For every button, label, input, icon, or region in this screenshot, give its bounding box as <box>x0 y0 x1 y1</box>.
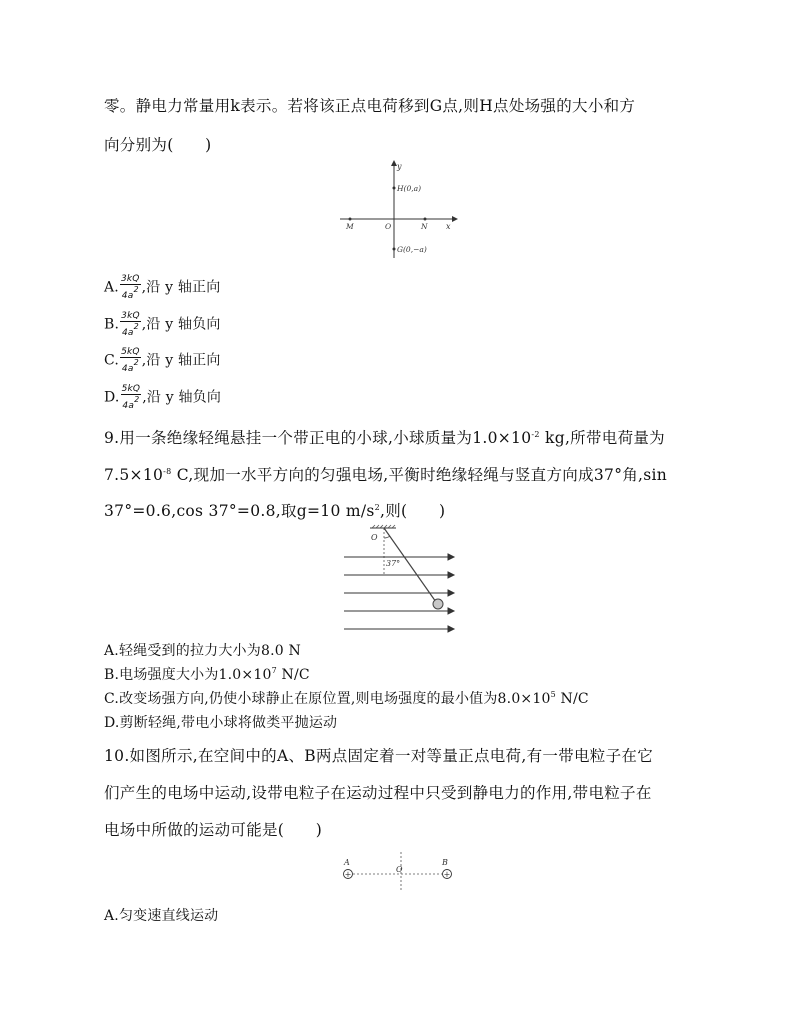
q10-option-a[interactable]: A.匀变速直线运动 <box>104 908 219 924</box>
q8-option-a[interactable]: A. $\frac{3kQ}{4a^2}$ ,沿 y 轴正向 <box>104 274 221 301</box>
label-a: A <box>344 858 350 867</box>
q8-coordinate-figure <box>336 158 460 260</box>
q8-option-c[interactable]: C. $\frac{5kQ}{4a^2}$ ,沿 y 轴正向 <box>104 347 221 374</box>
q10-stem-line1: 10.如图所示,在空间中的A、B两点固定着一对等量正点电荷,有一带电粒子在它 <box>104 747 653 765</box>
q9-option-d[interactable]: D.剪断轻绳,带电小球将做类平抛运动 <box>104 715 338 731</box>
charge-b-sign: + <box>443 870 451 879</box>
fraction: $\frac{5kQ}{4a^2}$ <box>121 384 141 411</box>
point-m-label: M <box>346 222 354 231</box>
point-m <box>349 218 352 221</box>
point-n-label: N <box>421 222 428 231</box>
q9-option-a[interactable]: A.轻绳受到的拉力大小为8.0 N <box>104 643 301 659</box>
q8-option-b[interactable]: B. $\frac{3kQ}{4a^2}$ ,沿 y 轴负向 <box>104 311 221 338</box>
x-axis-arrow <box>452 216 458 222</box>
q9-stem-line3: 37°=0.6,cos 37°=0.8,取g=10 $m/s^2$,则( ) <box>104 502 446 520</box>
q8-stem-line2: 向分别为( ) <box>104 136 212 154</box>
fraction: $\frac{3kQ}{4a^2}$ <box>120 274 140 301</box>
q8-option-d[interactable]: D. $\frac{5kQ}{4a^2}$ ,沿 y 轴负向 <box>104 384 222 411</box>
q8-stem-line1: 零。静电力常量用k表示。若将该正点电荷移到G点,则H点处场强的大小和方 <box>104 97 636 115</box>
x-axis-label: x <box>446 222 451 231</box>
q10-stem-line3: 电场中所做的运动可能是( ) <box>104 821 323 839</box>
point-h <box>393 187 396 190</box>
point-g-label: G(0,−a) <box>397 245 427 254</box>
q9-stem-line1: 9.用一条绝缘轻绳悬挂一个带正电的小球,小球质量为$1.0\times 10^{-2}$ kg,所带电荷量为 <box>104 429 665 447</box>
pivot-label: O <box>371 533 378 542</box>
q10-stem-line2: 们产生的电场中运动,设带电粒子在运动过程中只受到静电力的作用,带电粒子在 <box>104 784 652 802</box>
fraction: $\frac{3kQ}{4a^2}$ <box>121 311 140 338</box>
point-h-label: H(0,a) <box>397 184 422 193</box>
charged-ball <box>433 599 443 609</box>
label-o: O <box>396 865 403 874</box>
q9-option-c[interactable]: C.改变场强方向,仍使小球静止在原位置,则电场强度的最小值为$8.0\times 10^5$ N/C <box>104 690 589 707</box>
angle-label: 37° <box>386 559 401 568</box>
q9-stem-line2: $7.5\times 10^{-8}$ C,现加一水平方向的匀强电场,平衡时绝缘轻绳与竖直方向成37°角,sin <box>104 466 668 484</box>
label-b: B <box>442 858 448 867</box>
q9-option-b[interactable]: B.电场强度大小为$1.0\times 10^7$ N/C <box>104 666 310 683</box>
y-axis-label: y <box>397 162 402 171</box>
origin-label: O <box>385 222 392 231</box>
q9-pendulum-figure <box>340 524 458 634</box>
q10-charges-figure <box>336 848 460 894</box>
charge-a-sign: + <box>344 870 352 879</box>
point-n <box>424 218 427 221</box>
fraction: $\frac{5kQ}{4a^2}$ <box>121 347 140 374</box>
point-g <box>393 248 396 251</box>
